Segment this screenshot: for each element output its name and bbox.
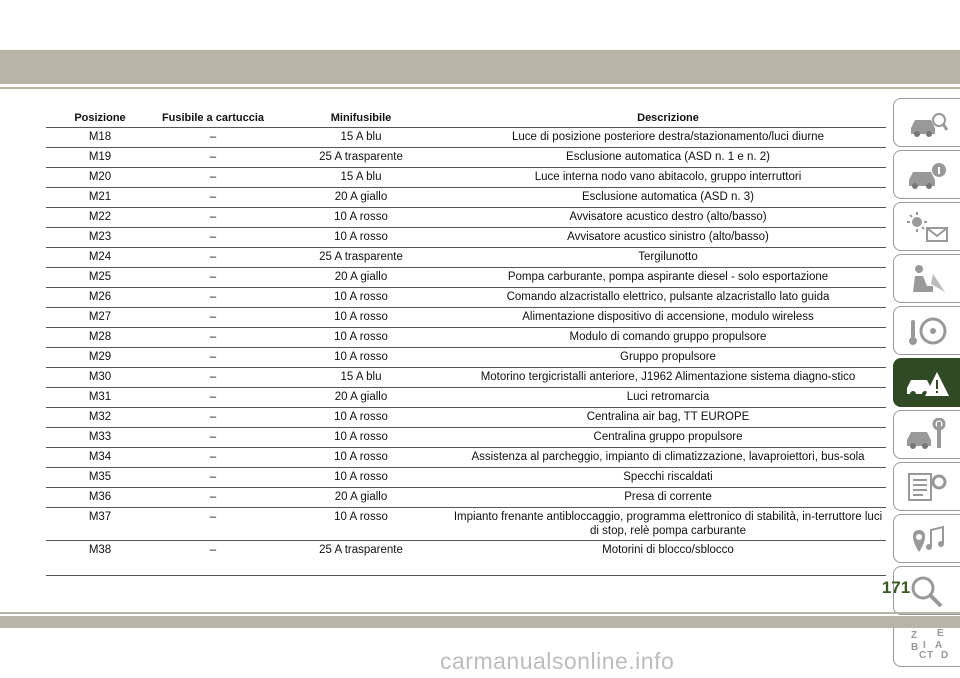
media-nav-icon <box>905 522 949 556</box>
table-body <box>46 128 886 576</box>
index-letter: C <box>919 649 927 660</box>
cell-fusibile-cartuccia: – <box>154 128 272 148</box>
table-row <box>46 308 886 328</box>
cell-fusibile-cartuccia: – <box>154 508 272 541</box>
cell-posizione: M20 <box>46 168 154 188</box>
cell-minifusibile: 25 A trasparente <box>272 541 450 576</box>
cell-descrizione: Esclusione automatica (ASD n. 1 e n. 2) <box>450 148 886 168</box>
cell-fusibile-cartuccia: – <box>154 488 272 508</box>
bottom-footer-band <box>0 616 960 628</box>
cell-descrizione: Avvisatore acustico destro (alto/basso) <box>450 208 886 228</box>
table-row <box>46 288 886 308</box>
cell-posizione: M37 <box>46 508 154 541</box>
index-letter: A <box>935 639 943 651</box>
header-fusibile-cartuccia: Fusibile a cartuccia <box>154 108 272 128</box>
table-row <box>46 128 886 148</box>
cell-descrizione: Luci retromarcia <box>450 388 886 408</box>
watermark-text: carmanualsonline.info <box>440 648 675 674</box>
header-descrizione: Descrizione <box>450 108 886 128</box>
cell-fusibile-cartuccia: – <box>154 248 272 268</box>
cell-descrizione: Motorino tergicristalli anteriore, J1962 Alimentazione sistema diagno-stico <box>450 368 886 388</box>
cell-fusibile-cartuccia: – <box>154 368 272 388</box>
cell-minifusibile: 10 A rosso <box>272 328 450 348</box>
cell-fusibile-cartuccia: – <box>154 328 272 348</box>
table-row <box>46 188 886 208</box>
index-letter: B <box>911 641 919 653</box>
cell-minifusibile: 10 A rosso <box>272 508 450 541</box>
cell-descrizione: Pompa carburante, pompa aspirante diesel - solo esportazione <box>450 268 886 288</box>
table-row <box>46 468 886 488</box>
cell-minifusibile: 25 A trasparente <box>272 148 450 168</box>
cell-posizione: M35 <box>46 468 154 488</box>
cell-posizione: M32 <box>46 408 154 428</box>
cell-posizione: M26 <box>46 288 154 308</box>
table-row <box>46 208 886 228</box>
chapter-tab-6[interactable] <box>893 358 960 407</box>
cell-descrizione: Centralina gruppo propulsore <box>450 428 886 448</box>
chapter-tab-1[interactable] <box>893 98 960 147</box>
cell-minifusibile: 10 A rosso <box>272 468 450 488</box>
table-row <box>46 348 886 368</box>
cell-posizione: M31 <box>46 388 154 408</box>
cell-minifusibile: 20 A giallo <box>272 268 450 288</box>
chapter-tab-3[interactable] <box>893 202 960 251</box>
table-row <box>46 168 886 188</box>
cell-descrizione: Tergilunotto <box>450 248 886 268</box>
cell-fusibile-cartuccia: – <box>154 428 272 448</box>
cell-minifusibile: 20 A giallo <box>272 188 450 208</box>
cell-posizione: M27 <box>46 308 154 328</box>
cell-posizione: M18 <box>46 128 154 148</box>
cell-descrizione: Assistenza al parcheggio, impianto di climatizzazione, lavaproiettori, bus-sola <box>450 448 886 468</box>
cell-minifusibile: 10 A rosso <box>272 288 450 308</box>
table-row <box>46 368 886 388</box>
cell-fusibile-cartuccia: – <box>154 268 272 288</box>
cell-descrizione: Centralina air bag, TT EUROPE <box>450 408 886 428</box>
cell-descrizione: Comando alzacristallo elettrico, pulsante alzacristallo lato guida <box>450 288 886 308</box>
cell-descrizione: Luce di posizione posteriore destra/stazionamento/luci diurne <box>450 128 886 148</box>
cell-posizione: M24 <box>46 248 154 268</box>
cell-posizione: M23 <box>46 228 154 248</box>
car-search-icon <box>905 106 949 140</box>
cell-descrizione: Specchi riscaldati <box>450 468 886 488</box>
table-row <box>46 248 886 268</box>
cell-fusibile-cartuccia: – <box>154 228 272 248</box>
cell-fusibile-cartuccia: – <box>154 288 272 308</box>
cell-minifusibile: 10 A rosso <box>272 348 450 368</box>
cell-descrizione: Esclusione automatica (ASD n. 3) <box>450 188 886 208</box>
index-letter: D <box>941 649 949 660</box>
alphabet-index-icon <box>905 626 949 660</box>
table-row <box>46 488 886 508</box>
cell-minifusibile: 25 A trasparente <box>272 248 450 268</box>
index-letter: Z <box>911 629 918 641</box>
table-row <box>46 541 886 576</box>
cell-fusibile-cartuccia: – <box>154 148 272 168</box>
chapter-tab-9[interactable] <box>893 514 960 563</box>
lights-message-icon <box>905 210 949 244</box>
top-header-band <box>0 50 960 84</box>
index-letter: E <box>937 627 944 639</box>
cell-descrizione: Impianto frenante antibloccaggio, programma elettronico di stabilità, in-terruttore luci di stop, relè pompa carburante <box>450 508 886 541</box>
cell-fusibile-cartuccia: – <box>154 208 272 228</box>
bottom-divider <box>0 612 960 614</box>
car-info-icon <box>905 158 949 192</box>
cell-descrizione: Presa di corrente <box>450 488 886 508</box>
cell-fusibile-cartuccia: – <box>154 468 272 488</box>
cell-minifusibile: 20 A giallo <box>272 388 450 408</box>
cell-minifusibile: 15 A blu <box>272 368 450 388</box>
cell-posizione: M29 <box>46 348 154 368</box>
cell-minifusibile: 10 A rosso <box>272 428 450 448</box>
cell-minifusibile: 10 A rosso <box>272 228 450 248</box>
cell-posizione: M34 <box>46 448 154 468</box>
cell-minifusibile: 15 A blu <box>272 128 450 148</box>
cell-posizione: M28 <box>46 328 154 348</box>
table-row <box>46 228 886 248</box>
cell-posizione: M19 <box>46 148 154 168</box>
cell-posizione: M33 <box>46 428 154 448</box>
header-minifusibile: Minifusibile <box>272 108 450 128</box>
header-posizione: Posizione <box>46 108 154 128</box>
steering-key-icon <box>905 314 949 348</box>
cell-posizione: M21 <box>46 188 154 208</box>
cell-fusibile-cartuccia: – <box>154 388 272 408</box>
cell-descrizione: Gruppo propulsore <box>450 348 886 368</box>
page-number: 171 <box>881 578 911 597</box>
cell-descrizione: Avvisatore acustico sinistro (alto/basso) <box>450 228 886 248</box>
table-row <box>46 388 886 408</box>
cell-fusibile-cartuccia: – <box>154 408 272 428</box>
cell-posizione: M25 <box>46 268 154 288</box>
cell-minifusibile: 15 A blu <box>272 168 450 188</box>
cell-descrizione: Modulo di comando gruppo propulsore <box>450 328 886 348</box>
table-row <box>46 508 886 541</box>
table-row <box>46 148 886 168</box>
cell-minifusibile: 20 A giallo <box>272 488 450 508</box>
chapter-tab-5[interactable] <box>893 306 960 355</box>
cell-posizione: M36 <box>46 488 154 508</box>
table-header-row <box>46 108 886 128</box>
cell-fusibile-cartuccia: – <box>154 188 272 208</box>
cell-minifusibile: 10 A rosso <box>272 448 450 468</box>
index-letter: I <box>923 639 926 651</box>
top-divider <box>0 87 960 89</box>
table-row <box>46 328 886 348</box>
fuse-table <box>46 108 886 576</box>
car-warning-icon <box>905 366 949 400</box>
cell-minifusibile: 10 A rosso <box>272 408 450 428</box>
table-row <box>46 428 886 448</box>
car-wrench-icon <box>905 418 949 452</box>
cell-descrizione: Luce interna nodo vano abitacolo, gruppo interruttori <box>450 168 886 188</box>
cell-posizione: M38 <box>46 541 154 576</box>
chapter-tab-8[interactable] <box>893 462 960 511</box>
cell-fusibile-cartuccia: – <box>154 541 272 576</box>
cell-descrizione: Motorini di blocco/sblocco <box>450 541 886 576</box>
cell-fusibile-cartuccia: – <box>154 448 272 468</box>
seat-airbag-icon <box>905 262 949 296</box>
chapter-tab-2[interactable] <box>893 150 960 199</box>
chapter-tab-4[interactable] <box>893 254 960 303</box>
index-letter: T <box>927 649 934 660</box>
cell-fusibile-cartuccia: – <box>154 348 272 368</box>
cell-posizione: M22 <box>46 208 154 228</box>
chapter-tab-7[interactable] <box>893 410 960 459</box>
table-row <box>46 408 886 428</box>
cell-minifusibile: 10 A rosso <box>272 208 450 228</box>
list-gear-icon <box>905 470 949 504</box>
cell-fusibile-cartuccia: – <box>154 168 272 188</box>
cell-fusibile-cartuccia: – <box>154 308 272 328</box>
cell-posizione: M30 <box>46 368 154 388</box>
table-row <box>46 268 886 288</box>
cell-descrizione: Alimentazione dispositivo di accensione, modulo wireless <box>450 308 886 328</box>
table-row <box>46 448 886 468</box>
cell-minifusibile: 10 A rosso <box>272 308 450 328</box>
